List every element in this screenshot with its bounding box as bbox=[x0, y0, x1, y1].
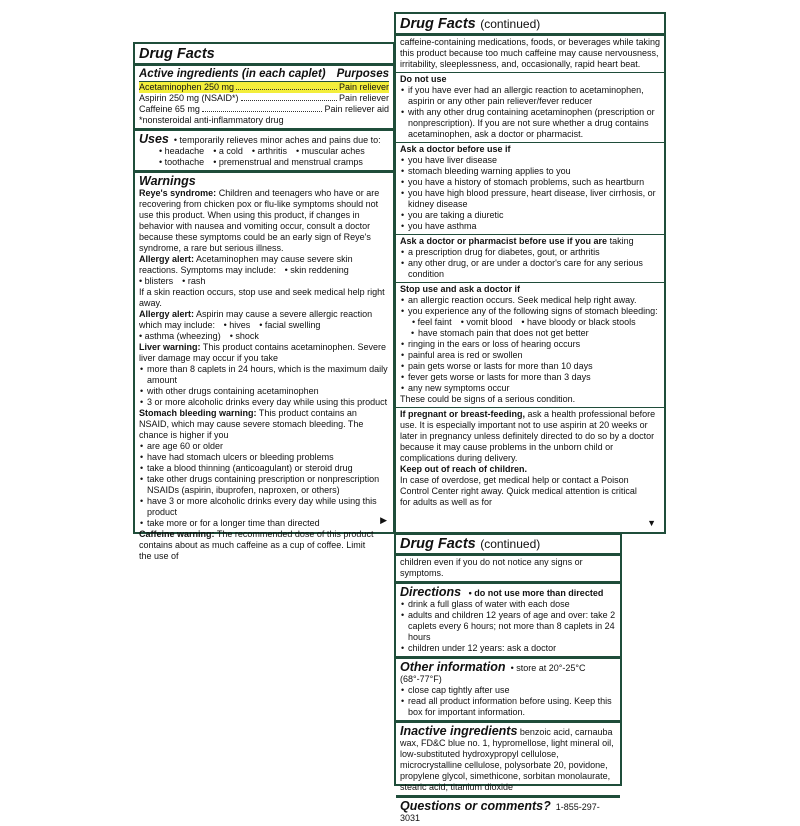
active-row: Aspirin 250 mg (NSAID*) Pain reliever bbox=[139, 93, 389, 103]
directions-section: Directions • do not use more than directed • drink a full glass of water with each dose • adults and children 12 years of age and over: take 2 caplets every 6 hours; not more than 8 caplets in 24 hours • children under 12 years: ask a doctor bbox=[396, 581, 620, 656]
panel-title: Drug Facts bbox=[400, 16, 476, 32]
continue-right-icon: ▶ bbox=[380, 515, 387, 525]
active-ingredients-section bbox=[135, 63, 393, 128]
warnings-heading: Warnings bbox=[139, 174, 196, 188]
questions-section: Questions or comments? 1-855-297-3031 bbox=[396, 795, 620, 826]
uses-heading: Uses bbox=[139, 132, 169, 146]
ask-doctor-section: Ask a doctor before use if • you have liver disease • stomach bleeding warning applies to you • you have a history of stomach problems, such as heartburn • you have high blood pressure, heart disease, liver cirrhosis, or kidney disease • you are taking a diuretic • you have asthma bbox=[396, 142, 664, 234]
active-row: Caffeine 65 mg Pain reliever aid bbox=[139, 104, 389, 114]
panel-title: Drug Facts bbox=[139, 46, 215, 62]
drug-facts-panel-1 bbox=[133, 42, 395, 561]
warnings-section: Warnings Reye's syndrome: Children and teenagers who have or are recovering from chicken pox or flu-like symptoms should not use this product. When using this product, if changes in behavior with nausea and vomiting occur, consult a doctor because these symptoms could be an early sign of Reye's syndrome, a rare but serious illness. Allergy alert: Acetaminophen may cause severe skin reactions. Symptoms may include: • skin reddening• blisters • rash If a skin reaction occurs, stop use and seek medical help right away. Allergy alert: Aspirin may cause a severe allergic reaction which may include: • hives • facial swelling• asthma (wheezing) • shock Liver warning: This product contains acetaminophen. Severe liver damage may occur if you take • more than 8 caplets in 24 hours, which is the maximum daily amount • with other drugs containing acetaminophen • 3 or more alcoholic drinks every day while using this product Stomach bleeding warning: This product contains an NSAID, which may cause severe stomach bleeding. The chance is higher if you • are age 60 or older • have had stomach ulcers or bleeding problems • take a blood thinning (anticoagulant) or steroid drug • take other drugs containing prescription or nonprescription NSAIDs (aspirin, ibuprofen, naproxen, or others) • have 3 or more alcoholic drinks every day while using this product • take more or for a longer time than directed Caffeine warning: The recommended dose of this product contains about as much caffeine as a cup of coffee. Limit the use of bbox=[135, 170, 393, 564]
uses-section: Uses • temporarily relieves minor aches and pains due to: • headache • a cold • arthritis • muscular aches • toothache • premenstrual and menstrual cramps bbox=[135, 128, 393, 170]
inactive-ingredients-section: Inactive ingredients benzoic acid, carnauba wax, FD&C blue no. 1, hypromellose, light mineral oil, low-substituted hydroxypropyl cellulose, microcrystalline cellulose, polysorbate 20, povidone, propylene glycol, simethicone, sorbitan monolaurate, stearic acid, titanium dioxide bbox=[396, 720, 620, 795]
continue-down-icon: ▼ bbox=[647, 518, 656, 528]
pregnancy-section: If pregnant or breast-feeding, ask a health professional before use. It is especially important not to use aspirin at 20 weeks or later in pregnancy unless definitely directed to do so by a doctor because it may cause problems in the unborn child or complications during delivery. Keep out of reach of children. In case of overdose, get medical help or contact a Poison Control Center right away. Quick medical attention is critical for adults as well as for bbox=[396, 407, 664, 510]
other-information-section: Other information • store at 20°-25°C (68°-77°F) • close cap tightly after use • read all product information before using. Keep this box for important information. bbox=[396, 656, 620, 720]
active-heading: Active ingredients (in each caplet) bbox=[139, 68, 326, 80]
active-row: Acetaminophen 250 mg Pain reliever bbox=[139, 82, 389, 92]
drug-facts-panel-2: Drug Facts (continued) caffeine-containing medications, foods, or beverages while taking this product because too much caffeine may cause nervousness, irritability, sleeplessness, and, occasionally, rapid heart beat. Do not use • if you have ever had an allergic reaction to acetaminophen, aspirin or any other pain reliever/fever reducer • with any other drug containing acetaminophen (prescription or nonprescription). If you are not sure whether a drug contains acetaminophen, ask a doctor or pharmacist. Ask a doctor before use if • you have liver disease • stomach bleeding warning applies to you • you have a history of stomach problems, such as heartburn • you have high blood pressure, heart disease, liver cirrhosis, or kidney disease • you are taking a diuretic • you have asthma Ask a doctor or pharmacist before use if you are taking • a prescription drug for diabetes, gout, or arthritis • any other drug, or are under a doctor's care for any serious condition Stop use and ask a doctor if • an allergic reaction occurs. Seek medical help right away. • you experience any of the following signs of stomach bleeding: • feel faint • vomit blood • have bloody or black stools • have stomach pain that does not get better • ringing in the ears or loss of hearing occurs • painful area is red or swollen • pain gets worse or lasts for more than 10 days • fever gets worse or lasts for more than 3 days • any new symptoms occur These could be signs of a serious condition. If pregnant or breast-feeding, ask a health professional before use. It is especially important not to use aspirin at 20 weeks or later in pregnancy unless definitely directed to do so by a doctor because it may cause problems in the unborn child or complications during delivery. Keep out of reach of children. In case of overdose, get medical help or contact a Poison Control Center right away. Quick medical attention is critical for adults as well as for ▼ bbox=[394, 12, 666, 534]
drug-facts-panel-3: Drug Facts (continued) children even if you do not notice any signs or symptoms. Directions • do not use more than directed • drink a full glass of water with each dose • adults and children 12 years of age and over: take 2 caplets every 6 hours; not more than 8 caplets in 24 hours • children under 12 years: ask a doctor Other information • store at 20°-25°C (68°-77°F) • close cap tightly after use • read all product information before using. Keep this box for important information. Inactive ingredients benzoic acid, carnauba wax, FD&C blue no. 1, hypromellose, light mineral oil, low-substituted hydroxypropyl cellulose, microcrystalline cellulose, polysorbate 20, povidone, propylene glycol, simethicone, sorbitan monolaurate, stearic acid, titanium dioxide Questions or comments? 1-855-297-3031 bbox=[394, 533, 622, 786]
stop-use-section: Stop use and ask a doctor if • an allergic reaction occurs. Seek medical help right away. • you experience any of the following signs of stomach bleeding: • feel faint • vomit blood • have bloody or black stools • have stomach pain that does not get better • ringing in the ears or loss of hearing occurs • painful area is red or swollen • pain gets worse or lasts for more than 10 days • fever gets worse or lasts for more than 3 days • any new symptoms occur These could be signs of a serious condition. bbox=[396, 282, 664, 407]
footnote: *nonsteroidal anti-inflammatory drug bbox=[139, 115, 284, 125]
do-not-use-section: Do not use • if you have ever had an allergic reaction to acetaminophen, aspirin or any other pain reliever/fever reducer • with any other drug containing acetaminophen (prescription or nonprescription). If you are not sure whether a drug contains acetaminophen, ask a doctor or pharmacist. bbox=[396, 72, 664, 142]
phone-number: 1-855-297-3031 bbox=[400, 802, 600, 823]
purposes-heading: Purposes bbox=[336, 68, 389, 80]
ask-pharmacist-section: Ask a doctor or pharmacist before use if you are taking • a prescription drug for diabetes, gout, or arthritis • any other drug, or are under a doctor's care for any serious condition bbox=[396, 234, 664, 282]
panel-title: Drug Facts bbox=[400, 536, 476, 552]
